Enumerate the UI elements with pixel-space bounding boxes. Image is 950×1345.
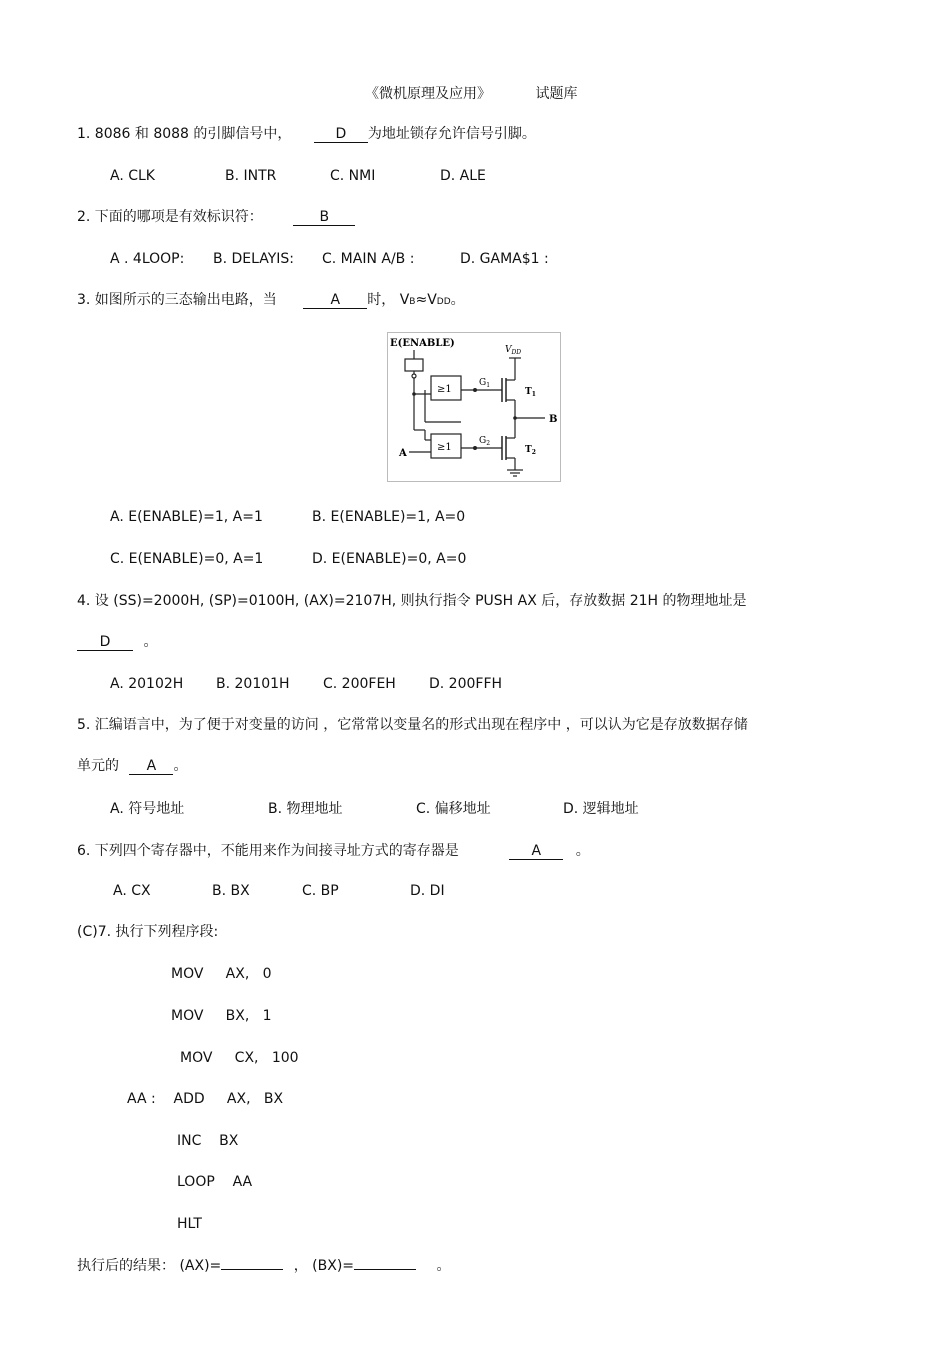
- question-1-answer: D: [314, 126, 368, 143]
- title-name: 《微机原理及应用》: [365, 86, 491, 102]
- q2-option-c: C. MAIN A/B :: [322, 251, 415, 267]
- fig-vdd-label: $V_{DD}$: [505, 345, 522, 356]
- question-4-answer: D: [77, 634, 133, 651]
- question-3: [77, 291, 465, 311]
- transistor-1-label: $T_1$: [525, 387, 536, 398]
- question-5: 5. 汇编语言中，为了便于对变量的访问 ，它常常以变量名的形式出现在程序中 ，可以认为它是存放数据存储: [77, 717, 748, 733]
- q6-option-b: B. BX: [212, 883, 250, 899]
- question-7-result: [77, 1255, 451, 1275]
- question-6-end: 。: [575, 843, 590, 859]
- q1-option-d: D. ALE: [440, 168, 486, 184]
- q4-option-c: C. 200FEH: [323, 676, 396, 692]
- q1-option-a: A. CLK: [110, 168, 155, 184]
- gate-1-label: $G_1$: [479, 378, 491, 389]
- result-ax-blank: [221, 1255, 283, 1270]
- q5-option-b: B. 物理地址: [268, 801, 343, 817]
- question-1: [77, 125, 536, 143]
- q6-option-d: D. DI: [410, 883, 445, 899]
- gate-1-symbol: ≥1: [437, 384, 452, 395]
- transistor-2-label: $T_2$: [525, 445, 536, 456]
- q3-option-d: D. E(ENABLE)=0, A=0: [312, 551, 467, 567]
- q3-option-c: C. E(ENABLE)=0, A=1: [110, 551, 264, 567]
- q4-option-b: B. 20101H: [216, 676, 290, 692]
- question-3-text: 3. 如图所示的三态输出电路，当: [77, 292, 277, 308]
- question-2-text: 2. 下面的哪项是有效标识符：: [77, 209, 263, 225]
- q1-option-b: B. INTR: [225, 168, 277, 184]
- question-5-line-2: [77, 757, 187, 775]
- question-3-text-post: 时， V: [367, 292, 410, 308]
- question-2: [77, 208, 355, 226]
- question-7: (C)7. 执行下列程序段:: [77, 924, 219, 940]
- question-5-text-2: 单元的: [77, 758, 119, 774]
- question-4: 4. 设 (SS)=2000H, (SP)=0100H, (AX)=2107H, 则执行指令 PUSH AX 后，存放数据 21H 的物理地址是: [77, 593, 747, 609]
- q3-option-b: B. E(ENABLE)=1, A=0: [312, 509, 466, 525]
- question-6-answer: A: [509, 843, 563, 860]
- code-line-5: INC BX: [177, 1133, 239, 1149]
- fig-a-label: A: [399, 448, 407, 459]
- fig-enable-label: E(ENABLE): [390, 338, 455, 349]
- question-6: [77, 842, 590, 860]
- question-5-end: 。: [173, 758, 188, 774]
- result-ax-label: 执行后的结果： (AX)=: [77, 1258, 222, 1274]
- question-3-answer: A: [303, 292, 367, 309]
- question-2-answer: B: [293, 209, 355, 226]
- q2-option-a: A . 4LOOP:: [110, 251, 185, 267]
- page-title: [365, 85, 577, 103]
- question-3-approx: ≈V: [415, 292, 437, 308]
- code-line-1: MOV AX, 0: [171, 966, 272, 982]
- result-bx-blank: [354, 1255, 416, 1270]
- result-end: 。: [436, 1258, 451, 1274]
- title-suffix: 试题库: [535, 86, 578, 102]
- q6-option-c: C. BP: [302, 883, 339, 899]
- fig-b-label: B: [549, 414, 558, 425]
- q3-option-a: A. E(ENABLE)=1, A=1: [110, 509, 263, 525]
- gate-2-symbol: ≥1: [437, 442, 452, 453]
- gate-2-label: $G_2$: [479, 436, 491, 447]
- question-4-answer-line: [77, 633, 157, 651]
- question-4-end: 。: [143, 634, 158, 650]
- q4-option-d: D. 200FFH: [429, 676, 503, 692]
- question-3-end: 。: [450, 292, 465, 308]
- q4-option-a: A. 20102H: [110, 676, 184, 692]
- q6-option-a: A. CX: [113, 883, 151, 899]
- q2-option-d: D. GAMA$1 :: [460, 251, 549, 267]
- q2-option-b: B. DELAYIS:: [213, 251, 295, 267]
- question-5-answer: A: [129, 758, 173, 775]
- question-1-text-post: 为地址锁存允许信号引脚。: [367, 126, 536, 142]
- result-bx-label: ， (BX)=: [293, 1258, 355, 1274]
- question-6-text: 6. 下列四个寄存器中，不能用来作为间接寻址方式的寄存器是: [77, 843, 459, 859]
- q5-option-c: C. 偏移地址: [416, 801, 491, 817]
- code-line-6: LOOP AA: [177, 1174, 253, 1190]
- q1-option-c: C. NMI: [330, 168, 376, 184]
- tristate-circuit-figure: [387, 332, 561, 482]
- question-1-text: 1. 8086 和 8088 的引脚信号中，: [77, 126, 292, 142]
- q5-option-a: A. 符号地址: [110, 801, 185, 817]
- q5-option-d: D. 逻辑地址: [563, 801, 639, 817]
- vdd-subscript: DD: [436, 297, 451, 307]
- code-line-7: HLT: [177, 1216, 202, 1232]
- vb-subscript: B: [409, 297, 416, 307]
- code-line-4: AA : ADD AX, BX: [127, 1091, 284, 1107]
- code-line-3: MOV CX, 100: [180, 1050, 299, 1066]
- code-line-2: MOV BX, 1: [171, 1008, 272, 1024]
